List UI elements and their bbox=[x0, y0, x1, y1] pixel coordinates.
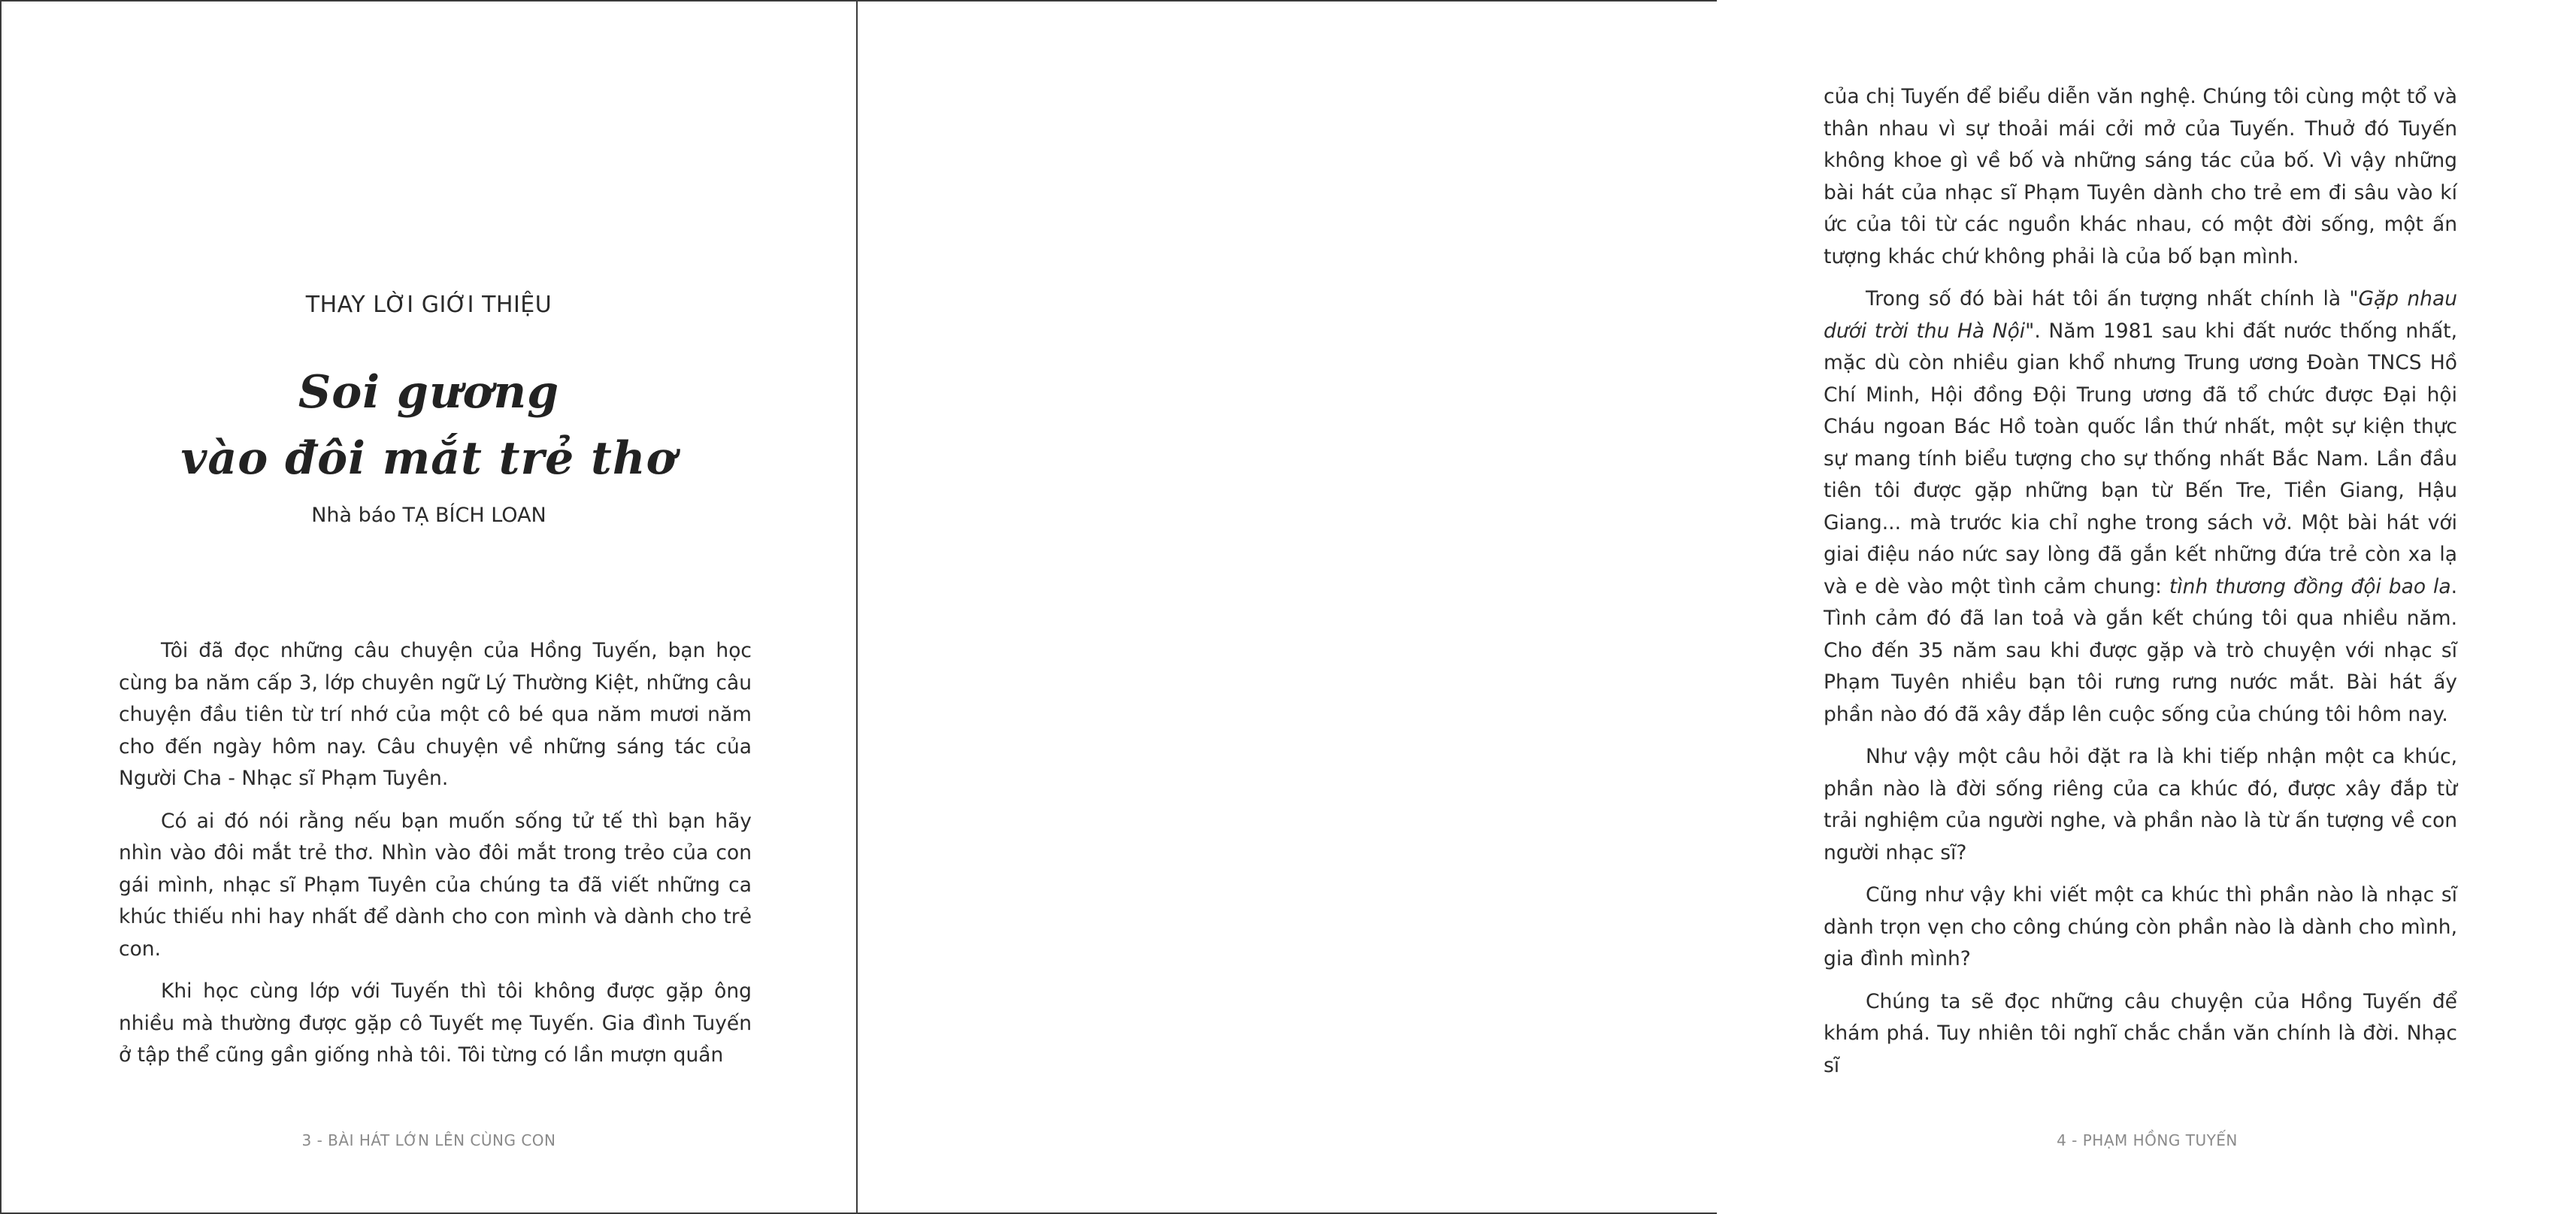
paragraph: Cũng như vậy khi viết một ca khúc thì phần nào là nhạc sĩ dành trọn vẹn cho công chúng còn phần nào là dành cho mình, gia đình mình? bbox=[1824, 883, 2457, 970]
paragraph-text: Trong số đó bài hát tôi ấn tượng nhất chính là bbox=[1866, 287, 2350, 310]
right-body-text bbox=[1824, 81, 2457, 1082]
paragraph-text: . Tình cảm đó đã lan toả và gắn kết chúng tôi qua nhiều năm. Cho đến 35 năm sau khi được gặp và trò chuyện với nhạc sĩ Phạm Tuyên nhiều bạn tôi rưng rưng nước mắt. Bài hát ấy phần nào đó đã xây đắp lên cuộc sống của chúng tôi hôm nay. bbox=[1824, 574, 2457, 726]
right-page bbox=[859, 0, 2457, 1214]
chapter-title-line-1: Soi gương bbox=[298, 366, 560, 419]
paragraph: Chúng ta sẽ đọc những câu chuyện của Hồng Tuyến để khám phá. Tuy nhiên tôi nghĩ chắc chắn văn chính là đời. Nhạc sĩ bbox=[1824, 989, 2457, 1077]
lyric-quote: tình thương đồng đội bao la bbox=[2169, 574, 2451, 598]
page-footer-left: 3 - BÀI HÁT LỚN LÊN CÙNG CON bbox=[301, 1131, 556, 1149]
paragraph bbox=[1824, 283, 2457, 731]
chapter-title bbox=[0, 359, 858, 492]
section-heading: THAY LỜI GIỚI THIỆU bbox=[305, 292, 552, 318]
author-byline: Nhà báo TẠ BÍCH LOAN bbox=[311, 504, 546, 527]
paragraph: Tôi đã đọc những câu chuyện của Hồng Tuyến, bạn học cùng ba năm cấp 3, lớp chuyên ngữ Lý Thường Kiệt, những câu chuyện đầu tiên từ trí nhớ của một cô bé qua năm mươi năm cho đến ngày hôm nay. Câu chuyện về những sáng tác của Người Cha - Nhạc sĩ Phạm Tuyên. bbox=[119, 639, 752, 790]
left-body-text bbox=[119, 635, 752, 1072]
left-page bbox=[0, 0, 858, 1214]
page-footer-right: 4 - PHẠM HỒNG TUYẾN bbox=[2057, 1131, 2238, 1149]
paragraph-text: . Năm 1981 sau khi đất nước thống nhất, mặc dù còn nhiều gian khổ nhưng Trung ương Đoàn TNCS Hồ Chí Minh, Hội đồng Đội Trung ương đã tổ chức được Đại hội Cháu ngoan Bác Hồ toàn quốc lần thứ nhất, một sự kiện thực sự mang tính biểu tượng cho sự thống nhất Bắc Nam. Lần đầu tiên tôi được gặp những bạn từ Bến Tre, Tiền Giang, Hậu Giang... mà trước kia chỉ nghe trong sách vở. Một bài hát với giai điệu náo nức say lòng đã gắn kết những đứa trẻ còn xa lạ và e dè vào một tình cảm chung: bbox=[1824, 319, 2457, 598]
paragraph: Như vậy một câu hỏi đặt ra là khi tiếp nhận một ca khúc, phần nào là đời sống riêng của ca khúc đó, được xây đắp từ trải nghiệm của người nghe, và phần nào là từ ấn tượng về con người nhạc sĩ? bbox=[1824, 745, 2457, 864]
chapter-title-line-2: vào đôi mắt trẻ thơ bbox=[180, 432, 677, 485]
paragraph: Khi học cùng lớp với Tuyến thì tôi không được gặp ông nhiều mà thường được gặp cô Tuyết mẹ Tuyến. Gia đình Tuyến ở tập thể cũng gần giống nhà tôi. Tôi từng có lần mượn quần bbox=[119, 979, 752, 1067]
paragraph: của chị Tuyến để biểu diễn văn nghệ. Chúng tôi cùng một tổ và thân nhau vì sự thoải mái cởi mở của Tuyến. Thuở đó Tuyến không khoe gì về bố và những sáng tác của bố. Vì vậy những bài hát của nhạc sĩ Phạm Tuyên dành cho trẻ em đi sâu vào kí ức của tôi từ các nguồn khác nhau, có một đời sống, một ấn tượng khác chứ không phải là của bố bạn mình. bbox=[1824, 85, 2457, 268]
paragraph: Có ai đó nói rằng nếu bạn muốn sống tử tế thì bạn hãy nhìn vào đôi mắt trẻ thơ. Nhìn vào đôi mắt trong trẻo của con gái mình, nhạc sĩ Phạm Tuyên của chúng ta đã viết những ca khúc thiếu nhi hay nhất để dành cho con mình và dành cho trẻ con. bbox=[119, 809, 752, 961]
song-title: "Gặp nhau dưới trời thu Hà Nội" bbox=[1824, 287, 2457, 343]
